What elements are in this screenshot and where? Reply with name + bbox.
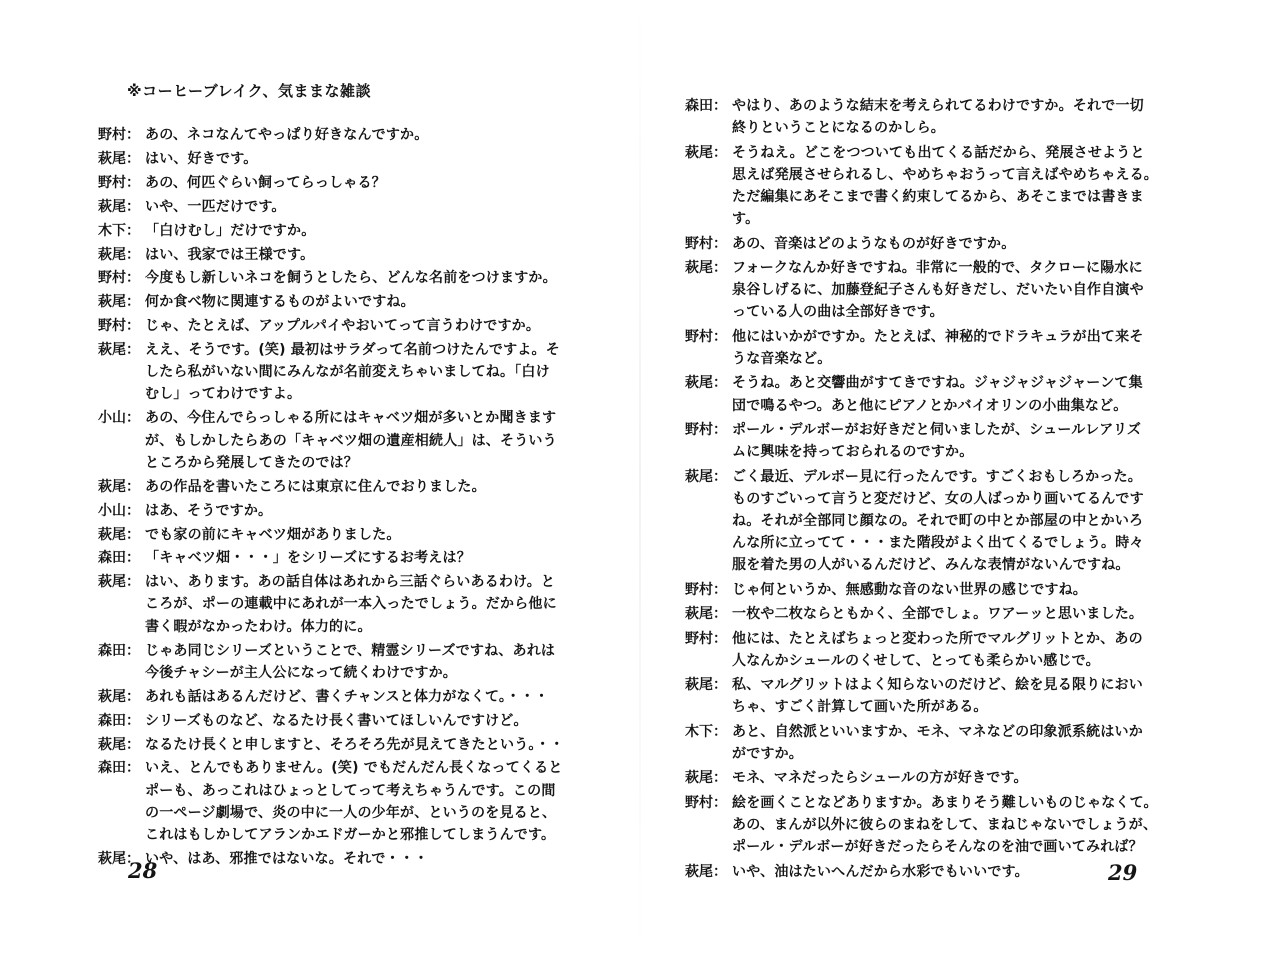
page-number-right: 29 <box>1108 860 1138 885</box>
speaker-label: 木下： <box>98 222 140 239</box>
page-number-left: 28 <box>128 858 158 883</box>
speaker-label: 小山： <box>98 410 140 427</box>
dialogue-line: ポーも、あっこれはひょっとしてって考えちゃうんです。この間 <box>145 782 556 799</box>
dialogue-line: 人なんかシュールのくせして、とっても柔らかい感じで。 <box>732 652 1100 669</box>
dialogue-line: はい、あります。あの話自体はあれから三話ぐらいあるわけ。と <box>145 574 556 591</box>
dialogue-line: 今度もし新しいネコを飼うとしたら、どんな名前をつけますか。 <box>145 270 557 287</box>
dialogue-line: そうね。あと交響曲がすてきですね。ジャジャジャジャーンて集 <box>732 375 1143 392</box>
speaker-label: 森田： <box>98 712 140 729</box>
dialogue-line: 「白けむし」だけですか。 <box>145 222 316 239</box>
dialogue-line: ええ、そうです。(笑) 最初はサラダって名前つけたんですよ。そ <box>145 342 560 359</box>
dialogue-line: 絵を画くことなどありますか。あまりそう難しいものじゃなくて。 <box>732 794 1158 811</box>
dialogue-line: したら私がいない間にみんなが名前変えちゃいましてね。「白け <box>145 364 550 381</box>
speaker-label: 野村： <box>685 630 727 647</box>
dialogue-line: 「キャベツ畑・・・」をシリーズにするお考えは？ <box>145 550 471 567</box>
dialogue-line: んな所に立ってて・・・また階段がよく出てくるでしょう。時々 <box>732 535 1144 552</box>
dialogue-line: 終りということになるのかしら。 <box>732 120 945 137</box>
dialogue-line: 今後チャシーが主人公になって続くわけですか。 <box>145 664 457 681</box>
dialogue-line: むし」ってわけですよ。 <box>145 386 302 403</box>
dialogue-line: 他には、たとえばちょっと変わった所でマルグリットとか、あの <box>732 630 1143 647</box>
dialogue-line: ムに興味を持っておられるのですか。 <box>732 444 974 461</box>
dialogue-line: が、もしかしたらあの「キャベツ畑の遺産相続人」は、そういう <box>145 432 557 449</box>
section-heading: ※コーヒーブレイク、気ままな雑談 <box>127 82 371 100</box>
dialogue-line: はい、好きです。 <box>145 150 258 167</box>
dialogue-line: 思えば発展させられるし、やめちゃおうって言えばやめちゃえる。 <box>732 166 1158 183</box>
speaker-label: 野村： <box>685 235 727 252</box>
speaker-label: 萩尾： <box>685 468 727 485</box>
speaker-label: 野村： <box>685 581 727 598</box>
dialogue-line: はあ、そうですか。 <box>145 502 273 519</box>
speaker-label: 萩尾： <box>685 770 727 787</box>
speaker-label: 萩尾： <box>98 246 140 263</box>
speaker-label: 森田： <box>98 550 140 567</box>
dialogue-line: ちゃ、すごく計算して画いた所がある。 <box>732 699 988 716</box>
speaker-label: 萩尾： <box>98 688 140 705</box>
speaker-label: 萩尾： <box>685 863 727 880</box>
dialogue-line: 書く暇がなかったわけ。体力的に。 <box>145 618 372 635</box>
dialogue-line: モネ、マネだったらシュールの方が好きです。 <box>732 770 1028 787</box>
speaker-label: 萩尾： <box>685 260 727 276</box>
dialogue-line: あの、今住んでらっしゃる所にはキャベツ畑が多いとか聞きます <box>145 410 557 427</box>
dialogue-line: あの、ネコなんてやっぱり好きなんですか。 <box>145 127 429 143</box>
dialogue-line: いや、油はたいへんだから水彩でもいいです。 <box>732 863 1029 880</box>
dialogue-line: ところから発展してきたのでは？ <box>145 454 358 471</box>
dialogue-line: でも家の前にキャベツ畑がありました。 <box>145 526 401 543</box>
speaker-label: 萩尾： <box>98 526 140 543</box>
dialogue-line: シリーズものなど、なるたけ長く書いてほしいんですけど。 <box>145 712 528 729</box>
speaker-label: 萩尾： <box>98 850 140 867</box>
dialogue-line: ポール・デルボーが好きだったらそんなのを油で画いてみれば？ <box>732 839 1143 856</box>
dialogue-line: 服を着た男の人がいるんだけど、みんな表情がないんですね。 <box>732 557 1130 574</box>
speaker-label: 森田： <box>685 98 727 114</box>
speaker-label: 萩尾： <box>98 342 140 359</box>
dialogue-line: ね。それが全部同じ顔なの。それで町の中とか部屋の中とかいろ <box>732 512 1144 529</box>
dialogue-line: なるたけ長くと申しますと、そろそろ先が見えてきたという。・・ <box>145 736 564 753</box>
dialogue-line: がですか。 <box>732 745 803 762</box>
speaker-label: 萩尾： <box>98 478 140 495</box>
dialogue-line: の一ページ劇場で、炎の中に一人の少年が、というのを見ると、 <box>145 804 557 821</box>
speaker-label: 野村： <box>98 174 140 191</box>
dialogue-line: やはり、あのような結末を考えられてるわけですか。それで一切 <box>732 98 1144 114</box>
dialogue-line: 私、マルグリットはよく知らないのだけど、絵を見る限りにおい <box>732 677 1143 694</box>
speaker-label: 野村： <box>685 794 727 811</box>
dialogue-line: じゃ、たとえば、アップルパイやおいてって言うわけですか。 <box>145 318 541 335</box>
speaker-label: 木下： <box>685 723 727 740</box>
dialogue-line: いえ、とんでもありません。(笑) でもだんだん長くなってくると <box>145 760 563 777</box>
right-page <box>640 0 1280 959</box>
dialogue-line: フォークなんか好きですね。非常に一般的で、タクローに陽水に <box>732 260 1143 276</box>
speaker-label: 野村： <box>685 328 727 345</box>
speaker-label: 小山： <box>98 502 140 519</box>
dialogue-line: 団で鳴るやつ。あと他にピアノとかバイオリンの小曲集など。 <box>732 397 1128 414</box>
speaker-label: 萩尾： <box>98 198 140 215</box>
dialogue-line: あと、自然派といいますか、モネ、マネなどの印象派系統はいか <box>732 723 1143 740</box>
dialogue-line: いや、はあ、邪推ではないな。それで・・・ <box>145 850 429 867</box>
dialogue-line: はい、我家では王様です。 <box>145 246 315 263</box>
dialogue-line: ものすごいって言うと変だけど、女の人ばっかり画いてるんです <box>732 490 1144 507</box>
dialogue-line: ころが、ポーの連載中にあれが一本入ったでしょう。だから他に <box>145 596 557 613</box>
dialogue-line: あの、まんが以外に彼らのまねをして、まねじゃないでしょうが、 <box>732 816 1158 833</box>
dialogue-line: ポール・デルボーがお好きだと伺いましたが、シュールレアリズ <box>732 422 1142 438</box>
dialogue-line: あの作品を書いたころには東京に住んでおりました。 <box>145 478 486 495</box>
dialogue-line: ごく最近、デルボー見に行ったんです。すごくおもしろかった。 <box>732 468 1142 485</box>
speaker-label: 森田： <box>98 642 140 659</box>
dialogue-line: これはもしかしてアランかエドガーかと邪推してしまうんです。 <box>145 826 556 843</box>
speaker-label: 萩尾： <box>98 150 140 167</box>
dialogue-line: 一枚や二枚ならともかく、全部でしょ。ワアーッと思いました。 <box>732 606 1144 623</box>
dialogue-line: あれも話はあるんだけど、書くチャンスと体力がなくて。・・・ <box>145 688 549 705</box>
dialogue-line: そうねえ。どこをつついても出てくる話だから、発展させようと <box>732 144 1145 161</box>
dialogue-line: あの、何匹ぐらい飼ってらっしゃる？ <box>145 174 386 191</box>
speaker-label: 森田： <box>98 760 140 777</box>
dialogue-line: す。 <box>732 211 760 228</box>
dialogue-line: 泉谷しげるに、加藤登紀子さんも好きだし、だいたい自作自演や <box>732 282 1144 299</box>
dialogue-line: いや、一匹だけです。 <box>145 198 286 215</box>
dialogue-line: あの、音楽はどのようなものが好きですか。 <box>732 235 1016 252</box>
dialogue-line: っている人の曲は全部好きです。 <box>732 304 944 321</box>
speaker-label: 萩尾： <box>98 574 140 591</box>
dialogue-line: 他にはいかがですか。たとえば、神秘的でドラキュラが出て来そ <box>732 328 1144 345</box>
speaker-label: 萩尾： <box>685 144 727 161</box>
speaker-label: 萩尾： <box>98 736 140 753</box>
dialogue-line: じゃあ同じシリーズということで、精霊シリーズですね、あれは <box>145 642 556 659</box>
speaker-label: 萩尾： <box>98 294 140 311</box>
speaker-label: 野村： <box>98 270 140 287</box>
speaker-label: 萩尾： <box>685 375 727 392</box>
dialogue-line: 何か食べ物に関連するものがよいですね。 <box>145 294 415 311</box>
dialogue-line: うな音楽など。 <box>732 350 832 367</box>
speaker-label: 野村： <box>685 422 727 438</box>
speaker-label: 萩尾： <box>685 677 727 694</box>
speaker-label: 萩尾： <box>685 606 727 623</box>
speaker-label: 野村： <box>98 318 140 335</box>
dialogue-line: ただ編集にあそこまで書く約束してるから、あそこまでは書きま <box>732 188 1144 205</box>
speaker-label: 野村： <box>98 127 140 143</box>
dialogue-line: じゃ何というか、無感動な音のない世界の感じですね。 <box>732 581 1087 598</box>
